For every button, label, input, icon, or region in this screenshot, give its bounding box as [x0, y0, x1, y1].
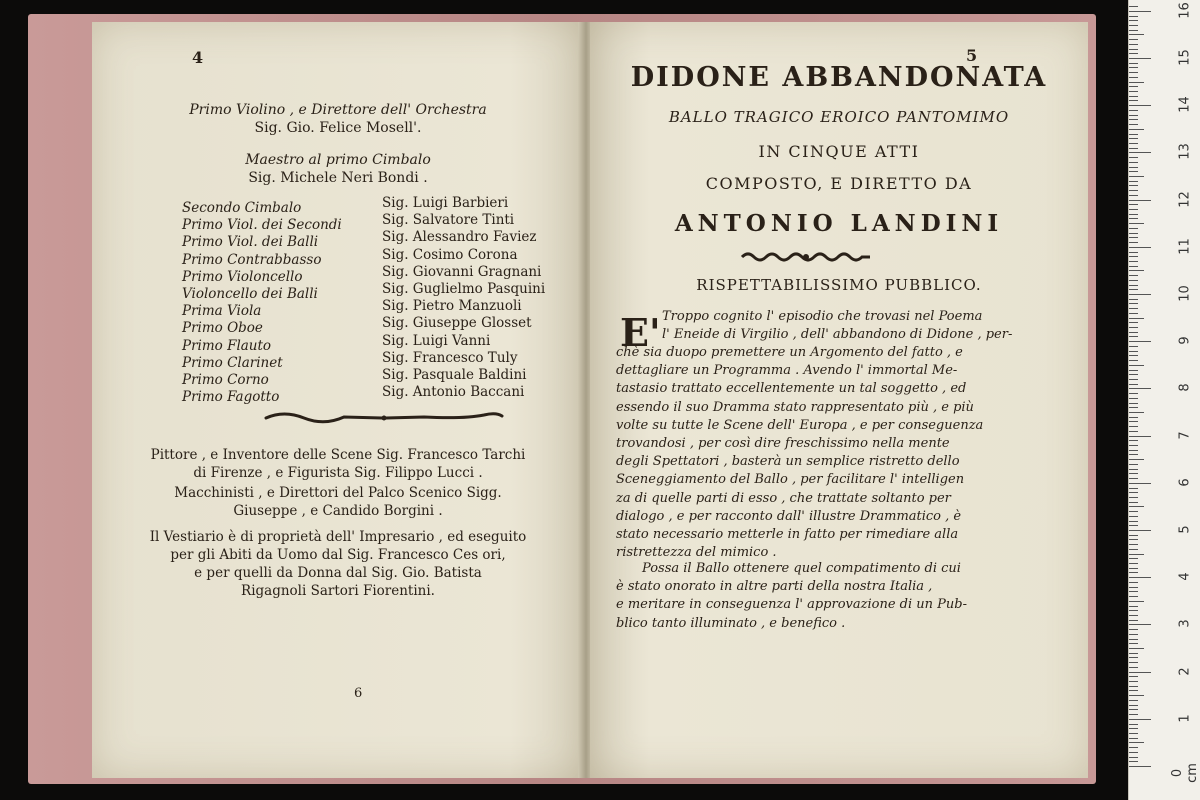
- ruler-tick: [1129, 454, 1138, 455]
- ruler-tick: [1129, 606, 1138, 607]
- ruler-tick: [1129, 530, 1151, 531]
- signature-mark: 6: [354, 686, 363, 701]
- musician-roles: [182, 200, 342, 406]
- ruler-tick: [1129, 549, 1138, 550]
- text-line: blico tanto illuminato , e benefico .: [616, 615, 846, 631]
- ruler-tick: [1129, 596, 1138, 597]
- cembalo-name: Sig. Michele Neri Bondi .: [248, 170, 428, 186]
- musician-role: Primo Contrabbasso: [182, 251, 322, 268]
- musician-name: Sig. Cosimo Corona: [382, 246, 518, 263]
- ruler-tick: [1129, 464, 1138, 465]
- ruler-tick: [1129, 25, 1138, 26]
- musician-role: Primo Fagotto: [182, 389, 280, 406]
- ruler-tick: [1129, 742, 1144, 743]
- ruler-tick: [1129, 148, 1138, 149]
- musician-role: Violoncello dei Balli: [182, 286, 318, 303]
- musician-name: Sig. Pietro Manzuoli: [382, 298, 522, 315]
- composed-line: COMPOSTO, E DIRETTO DA: [705, 174, 973, 193]
- ruler-tick: [1129, 639, 1138, 640]
- ruler-tick: [1129, 601, 1144, 602]
- address-heading: RISPETTABILISSIMO PUBBLICO.: [696, 276, 982, 294]
- musician-name: Sig. Alessandro Faviez: [382, 229, 537, 246]
- ruler-tick: [1129, 124, 1138, 125]
- ruler-tick: [1129, 275, 1138, 276]
- ruler-tick: [1129, 473, 1138, 474]
- ruler-tick: [1129, 289, 1138, 290]
- ruler-number: 15: [1177, 49, 1193, 66]
- ruler-tick: [1129, 766, 1151, 767]
- ruler-tick: [1129, 761, 1138, 762]
- machinist-line-1: Macchinisti , e Direttori del Palco Scenico Sigg.: [174, 485, 502, 501]
- ruler-tick: [1129, 332, 1138, 333]
- ruler-tick: [1129, 16, 1138, 17]
- ruler-tick: [1129, 700, 1138, 701]
- ruler-tick: [1129, 572, 1138, 573]
- text-line: tastasio trattato eccellentemente un tal soggetto , ed: [616, 381, 967, 397]
- ruler-tick: [1129, 204, 1138, 205]
- text-line: volte su tutte le Scene dell' Europa , e per conseguenza: [616, 417, 984, 433]
- ruler-tick: [1129, 63, 1138, 64]
- ruler-tick: [1129, 261, 1138, 262]
- ruler-tick: [1129, 96, 1138, 97]
- ruler-tick: [1129, 341, 1151, 342]
- ruler-number: 11: [1177, 238, 1193, 255]
- ruler-tick: [1129, 270, 1144, 271]
- ruler-tick: [1129, 634, 1138, 635]
- costume-line-3: e per quelli da Donna dal Sig. Gio. Batista: [194, 565, 482, 581]
- ruler-tick: [1129, 690, 1138, 691]
- measuring-ruler: [1128, 0, 1200, 800]
- musician-role: Primo Clarinet: [182, 354, 283, 371]
- ruler-tick: [1129, 752, 1138, 753]
- ruler-tick: [1129, 667, 1138, 668]
- ruler-tick: [1129, 653, 1138, 654]
- ruler-tick: [1129, 313, 1138, 314]
- ruler-unit-label: 0 cm: [1170, 763, 1200, 783]
- ruler-tick: [1129, 469, 1138, 470]
- musician-name: Sig. Giovanni Gragnani: [382, 263, 542, 280]
- ballet-title: DIDONE ABBANDONATA: [630, 62, 1048, 93]
- ruler-tick: [1129, 336, 1138, 337]
- ruler-tick: [1129, 134, 1138, 135]
- ruler-tick: [1129, 228, 1138, 229]
- ruler-tick: [1129, 672, 1151, 673]
- ruler-tick: [1129, 681, 1138, 682]
- ruler-tick: [1129, 497, 1138, 498]
- text-line: dialogo , e per racconto dall' illustre Drammatico , è: [616, 508, 962, 524]
- ruler-tick: [1129, 303, 1138, 304]
- ruler-tick: [1129, 266, 1138, 267]
- ruler-tick: [1129, 478, 1138, 479]
- ruler-tick: [1129, 138, 1138, 139]
- ruler-tick: [1129, 417, 1138, 418]
- ruler-tick: [1129, 252, 1138, 253]
- ruler-tick: [1129, 733, 1138, 734]
- left-page: [92, 22, 584, 778]
- ruler-tick: [1129, 492, 1138, 493]
- ruler-tick: [1129, 648, 1144, 649]
- ruler-tick: [1129, 714, 1138, 715]
- text-line: essendo il suo Dramma stato rappresentato più , e più: [616, 399, 974, 415]
- ruler-tick: [1129, 100, 1138, 101]
- ruler-tick: [1129, 176, 1144, 177]
- ruler-tick: [1129, 535, 1138, 536]
- ruler-tick: [1129, 412, 1144, 413]
- ruler-number: 12: [1177, 190, 1193, 208]
- ruler-number: 7: [1177, 430, 1193, 440]
- ruler-tick: [1129, 360, 1138, 361]
- musician-role: Secondo Cimbalo: [182, 200, 302, 216]
- musician-name: Sig. Pasquale Baldini: [382, 367, 527, 384]
- ruler-tick: [1129, 544, 1138, 545]
- ruler-tick: [1129, 719, 1151, 720]
- text-line: Sceneggiamento del Ballo , per facilitare l' intelligen: [616, 472, 965, 488]
- ruler-tick: [1129, 152, 1151, 153]
- musician-name: Sig. Guglielmo Pasquini: [382, 281, 546, 298]
- paragraph-two: [616, 560, 1056, 633]
- musician-role: Primo Violoncello: [182, 268, 303, 285]
- ruler-tick: [1129, 657, 1138, 658]
- ruler-tick: [1129, 459, 1144, 460]
- ruler-number: 13: [1177, 143, 1193, 161]
- ruler-tick: [1129, 167, 1138, 168]
- ruler-tick: [1129, 67, 1138, 68]
- ruler-tick: [1129, 431, 1138, 432]
- ruler-tick: [1129, 185, 1138, 186]
- musician-name: Sig. Luigi Vanni: [382, 332, 491, 349]
- ruler-tick: [1129, 200, 1151, 201]
- ruler-tick: [1129, 728, 1138, 729]
- ruler-tick: [1129, 91, 1138, 92]
- text-line: degli Spettatori , basterà un semplice ristretto dello: [616, 454, 960, 470]
- ruler-tick: [1129, 539, 1138, 540]
- author-name: ANTONIO LANDINI: [674, 210, 1004, 237]
- costume-line-4: Rigagnoli Sartori Fiorentini.: [241, 583, 435, 599]
- ruler-tick: [1129, 506, 1144, 507]
- ruler-tick: [1129, 237, 1138, 238]
- dropcap-letter: E': [620, 310, 661, 355]
- ruler-tick: [1129, 582, 1138, 583]
- right-page: [590, 22, 1088, 778]
- ruler-tick: [1129, 620, 1138, 621]
- ruler-tick: [1129, 327, 1138, 328]
- ruler-tick: [1129, 218, 1138, 219]
- ruler-tick: [1129, 629, 1138, 630]
- acts-line: IN CINQUE ATTI: [758, 142, 920, 161]
- ruler-tick: [1129, 119, 1138, 120]
- ruler-number: 9: [1177, 336, 1193, 345]
- ruler-tick: [1129, 209, 1138, 210]
- ruler-tick: [1129, 129, 1144, 130]
- ruler-tick: [1129, 214, 1138, 215]
- costume-line-2: per gli Abiti da Uomo dal Sig. Francesco Ces ori,: [170, 547, 506, 563]
- ruler-number: 3: [1177, 619, 1193, 629]
- ruler-tick: [1129, 407, 1138, 408]
- text-line: è stato onorato in altre parti della nostra Italia ,: [616, 579, 933, 595]
- ruler-tick: [1129, 53, 1138, 54]
- ruler-number: 5: [1177, 525, 1193, 534]
- ruler-tick: [1129, 181, 1138, 182]
- musician-name: Sig. Salvatore Tinti: [382, 212, 515, 229]
- ruler-tick: [1129, 563, 1138, 564]
- ruler-tick: [1129, 695, 1144, 696]
- ruler-tick: [1129, 521, 1138, 522]
- ruler-tick: [1129, 516, 1138, 517]
- costume-line-1: Il Vestiario è di proprietà dell' Impresario , ed eseguito: [149, 529, 527, 545]
- ruler-number: 2: [1177, 666, 1193, 676]
- ruler-tick: [1129, 346, 1138, 347]
- musician-role: Primo Viol. dei Secondi: [182, 217, 342, 234]
- text-line: za di quelle parti di esso , che trattate soltanto per: [616, 490, 951, 506]
- left-page-number: 4: [192, 48, 204, 67]
- ornament-border: [740, 250, 872, 264]
- ruler-tick: [1129, 44, 1138, 45]
- musician-name: Sig. Giuseppe Glosset: [382, 315, 532, 332]
- ruler-tick: [1129, 256, 1138, 257]
- ruler-tick: [1129, 587, 1138, 588]
- ruler-tick: [1129, 724, 1138, 725]
- ruler-tick: [1129, 643, 1138, 644]
- ruler-tick: [1129, 568, 1138, 569]
- musician-name: Sig. Francesco Tuly: [382, 349, 518, 366]
- ruler-tick: [1129, 72, 1138, 73]
- ruler-tick: [1129, 285, 1138, 286]
- ruler-tick: [1129, 384, 1138, 385]
- musician-role: Primo Flauto: [182, 337, 272, 354]
- text-line: dettagliare un Programma . Avendo l' immortal Me-: [616, 363, 958, 379]
- ruler-tick: [1129, 393, 1138, 394]
- ruler-tick: [1129, 554, 1144, 555]
- ruler-tick: [1129, 11, 1151, 12]
- ruler-number: 10: [1177, 285, 1193, 302]
- text-line: trovandosi , per così dire freschissimo nella mente: [616, 436, 950, 452]
- ruler-tick: [1129, 624, 1151, 625]
- ruler-tick: [1129, 676, 1138, 677]
- ruler-tick: [1129, 299, 1138, 300]
- ruler-tick: [1129, 58, 1151, 59]
- ruler-tick: [1129, 351, 1138, 352]
- ruler-tick: [1129, 525, 1138, 526]
- ruler-tick: [1129, 483, 1151, 484]
- ruler-tick: [1129, 445, 1138, 446]
- text-line: Possa il Ballo ottenere quel compatimento di cui: [642, 561, 961, 576]
- ruler-tick: [1129, 757, 1138, 758]
- ruler-tick: [1129, 365, 1144, 366]
- ruler-tick: [1129, 686, 1138, 687]
- ruler-tick: [1129, 662, 1138, 663]
- ruler-tick: [1129, 195, 1138, 196]
- musician-name: Sig. Luigi Barbieri: [382, 195, 509, 211]
- ruler-tick: [1129, 436, 1151, 437]
- machinist-line-2: Giuseppe , e Candido Borgini .: [233, 503, 443, 519]
- ruler-tick: [1129, 247, 1151, 248]
- ruler-tick: [1129, 157, 1138, 158]
- ruler-tick: [1129, 318, 1144, 319]
- ruler-tick: [1129, 705, 1138, 706]
- flourish-divider: [264, 406, 504, 428]
- text-line: stato necessario metterle in fatto per rimediare alla: [616, 527, 959, 543]
- ruler-tick: [1129, 6, 1138, 7]
- text-line: l' Eneide di Virgilio , dell' abbandono di Didone , per-: [662, 327, 1013, 343]
- ruler-tick: [1129, 110, 1138, 111]
- ruler-tick: [1129, 171, 1138, 172]
- paragraph-one-top: [662, 308, 1042, 344]
- ruler-number: 4: [1177, 572, 1193, 581]
- ruler-tick: [1129, 105, 1151, 106]
- text-line: ristrettezza del mimico .: [616, 545, 777, 561]
- ruler-tick: [1129, 20, 1138, 21]
- ruler-tick: [1129, 615, 1138, 616]
- musician-role: Prima Viola: [182, 303, 262, 320]
- conductor-name: Sig. Gio. Felice Mosell'.: [254, 120, 422, 136]
- text-line: e meritare in conseguenza l' approvazione di un Pub-: [616, 597, 967, 613]
- musician-name: Sig. Antonio Baccani: [382, 384, 525, 401]
- musician-role: Primo Viol. dei Balli: [182, 234, 319, 251]
- ruler-number: 1: [1177, 714, 1193, 723]
- ruler-tick: [1129, 379, 1138, 380]
- ruler-tick: [1129, 322, 1138, 323]
- ruler-number: 14: [1177, 96, 1193, 113]
- ruler-tick: [1129, 398, 1138, 399]
- ruler-tick: [1129, 86, 1138, 87]
- text-line: chè sia duopo premettere un Argomento del fatto , e: [616, 345, 963, 360]
- ruler-tick: [1129, 242, 1138, 243]
- ruler-tick: [1129, 374, 1138, 375]
- ruler-tick: [1129, 370, 1138, 371]
- ballet-subtitle: BALLO TRAGICO EROICO PANTOMIMO: [668, 108, 1010, 126]
- ruler-tick: [1129, 426, 1138, 427]
- painter-line-2: di Firenze , e Figurista Sig. Filippo Lucci .: [193, 465, 483, 481]
- ruler-tick: [1129, 610, 1138, 611]
- ruler-tick: [1129, 511, 1138, 512]
- paragraph-one: [616, 344, 1056, 562]
- ruler-tick: [1129, 738, 1138, 739]
- ruler-tick: [1129, 190, 1138, 191]
- text-line: Troppo cognito l' episodio che trovasi nel Poema: [662, 309, 983, 324]
- ruler-tick: [1129, 403, 1138, 404]
- ruler-tick: [1129, 355, 1138, 356]
- ruler-tick: [1129, 450, 1138, 451]
- ruler-tick: [1129, 591, 1138, 592]
- ruler-tick: [1129, 421, 1138, 422]
- ruler-tick: [1129, 388, 1151, 389]
- ruler-tick: [1129, 30, 1138, 31]
- ruler-tick: [1129, 115, 1138, 116]
- ruler-tick: [1129, 280, 1138, 281]
- cembalo-role: Maestro al primo Cimbalo: [245, 152, 431, 168]
- musician-names: [382, 195, 545, 401]
- ruler-tick: [1129, 77, 1138, 78]
- ruler-tick: [1129, 223, 1144, 224]
- ruler-tick: [1129, 502, 1138, 503]
- ruler-tick: [1129, 308, 1138, 309]
- ruler-tick: [1129, 488, 1138, 489]
- musician-role: Primo Corno: [182, 372, 269, 389]
- ruler-tick: [1129, 49, 1138, 50]
- ruler-tick: [1129, 709, 1138, 710]
- ruler-tick: [1129, 440, 1138, 441]
- ruler-number: 8: [1177, 383, 1193, 393]
- ruler-number: 6: [1177, 478, 1193, 487]
- ruler-tick: [1129, 143, 1138, 144]
- ruler-tick: [1129, 558, 1138, 559]
- ruler-tick: [1129, 162, 1138, 163]
- ruler-number: 16: [1177, 2, 1193, 19]
- ruler-tick: [1129, 233, 1138, 234]
- musician-role: Primo Oboe: [182, 320, 263, 337]
- ruler-tick: [1129, 39, 1138, 40]
- painter-line-1: Pittore , e Inventore delle Scene Sig. Francesco Tarchi: [150, 447, 526, 463]
- ruler-tick: [1129, 82, 1144, 83]
- conductor-role: Primo Violino , e Direttore dell' Orchestra: [189, 102, 487, 118]
- right-page-number: 5: [966, 46, 978, 65]
- ruler-tick: [1129, 577, 1151, 578]
- ruler-tick: [1129, 34, 1144, 35]
- ruler-tick: [1129, 747, 1138, 748]
- ruler-tick: [1129, 294, 1151, 295]
